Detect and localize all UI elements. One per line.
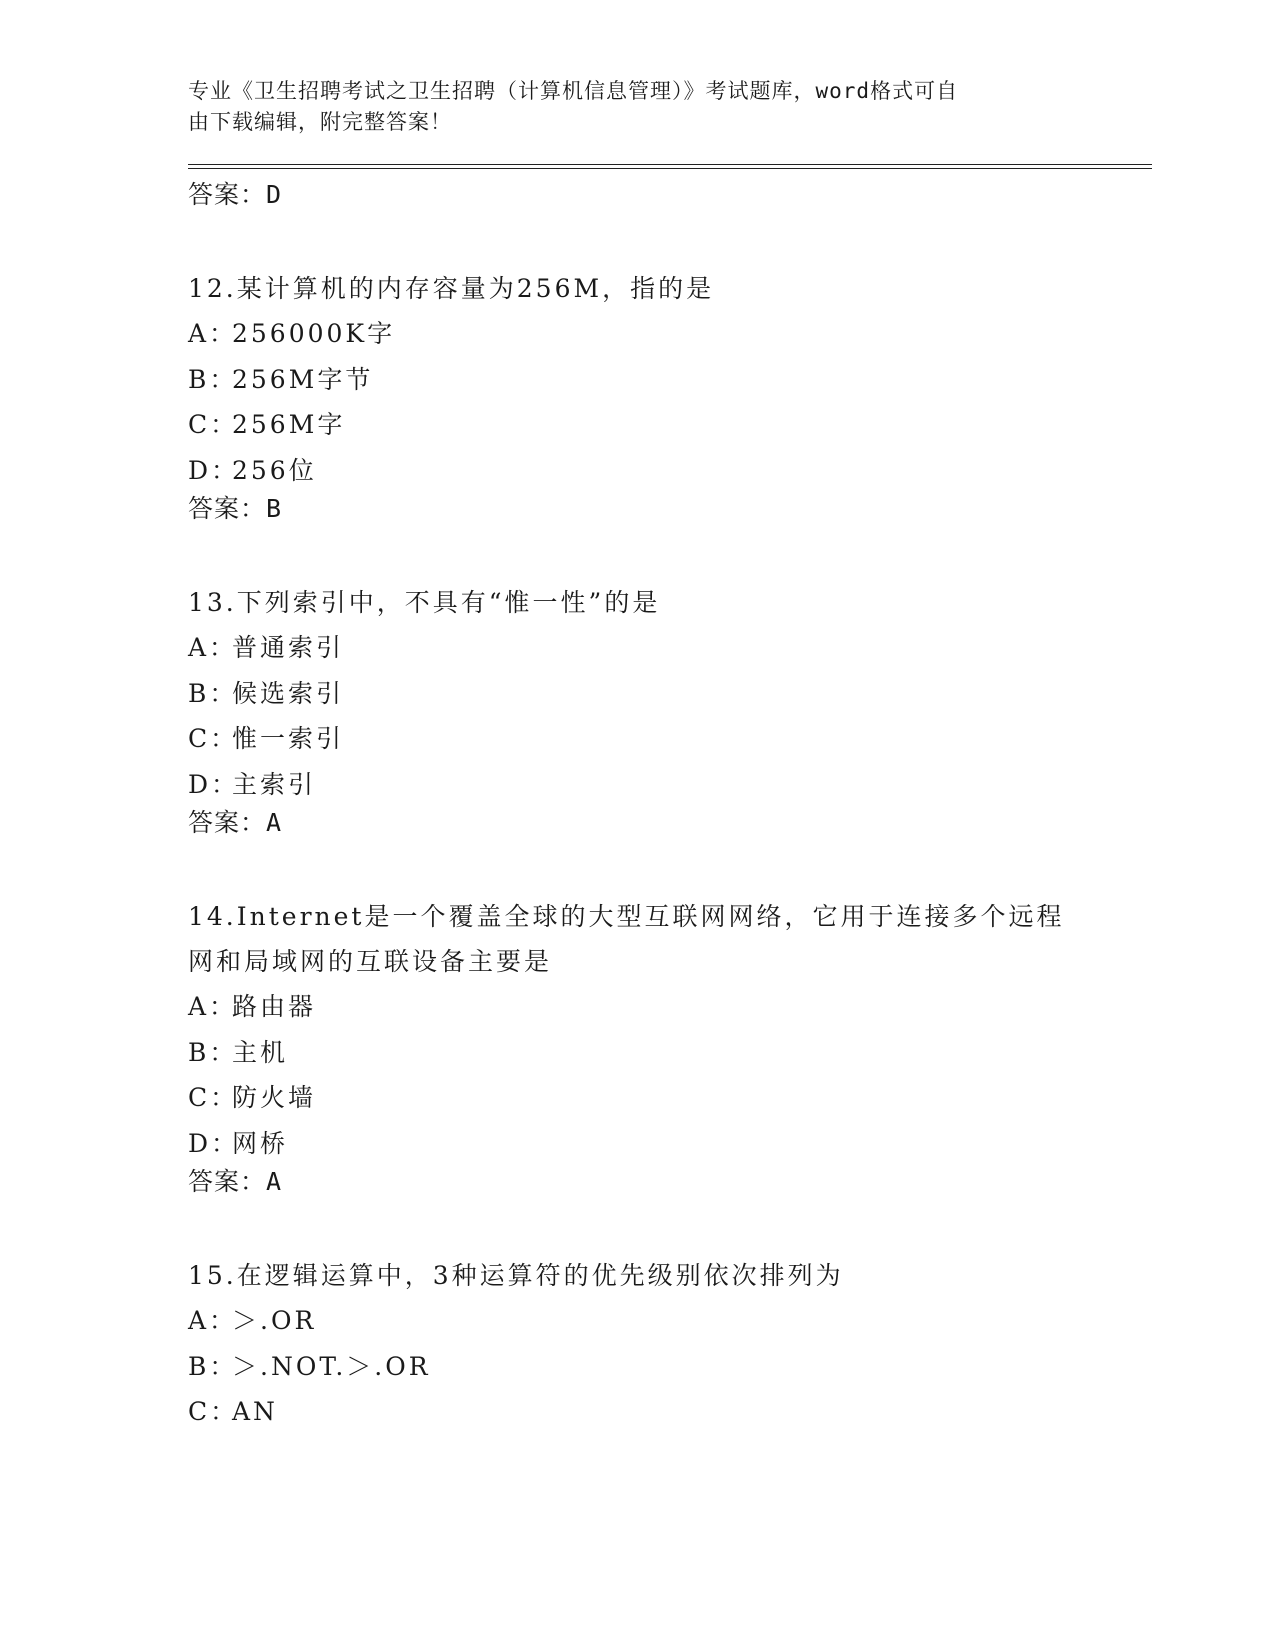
option-text: 路由器 bbox=[232, 992, 317, 1021]
question-block bbox=[188, 266, 1148, 525]
option-text: ＞.NOT.＞.OR bbox=[232, 1351, 431, 1381]
option-text: 普通索引 bbox=[232, 633, 345, 662]
answer-line: 答案：B bbox=[188, 494, 283, 523]
option-text: 防火墙 bbox=[232, 1083, 317, 1112]
answer-line: 答案：A bbox=[188, 1167, 283, 1196]
option-key: A： bbox=[188, 992, 238, 1021]
option-text: ＞.OR bbox=[232, 1306, 317, 1335]
option-key: B： bbox=[188, 364, 238, 394]
option-row bbox=[188, 762, 1148, 808]
option-key: B： bbox=[188, 678, 238, 708]
document-header bbox=[188, 76, 1068, 138]
option-key: B： bbox=[188, 1037, 238, 1067]
option-row bbox=[188, 357, 1148, 403]
question-block bbox=[188, 1253, 1148, 1435]
option-text: 惟一索引 bbox=[232, 724, 345, 753]
option-row bbox=[188, 625, 1148, 671]
option-key: A： bbox=[188, 319, 238, 348]
question-stem: 13.下列索引中，不具有“惟一性”的是 bbox=[188, 588, 661, 617]
option-row bbox=[188, 1344, 1148, 1390]
option-text: 256M字节 bbox=[232, 364, 374, 394]
option-row bbox=[188, 1030, 1148, 1076]
option-text: 候选索引 bbox=[232, 678, 345, 708]
option-row bbox=[188, 671, 1148, 717]
option-key: D： bbox=[188, 1128, 240, 1158]
question-stem: 12.某计算机的内存容量为256M，指的是 bbox=[188, 274, 715, 303]
option-text: 256M字 bbox=[232, 410, 346, 439]
header-line-2: 由下载编辑，附完整答案！ bbox=[188, 110, 452, 134]
document-page bbox=[188, 0, 1148, 1435]
option-key: C： bbox=[188, 724, 239, 753]
option-row bbox=[188, 1298, 1148, 1344]
option-row bbox=[188, 984, 1148, 1030]
option-row bbox=[188, 311, 1148, 357]
header-line-1: 专业《卫生招聘考试之卫生招聘（计算机信息管理）》考试题库，word格式可自 bbox=[188, 79, 959, 103]
option-key: C： bbox=[188, 1083, 239, 1112]
option-text: AN bbox=[232, 1397, 278, 1426]
option-key: B： bbox=[188, 1351, 238, 1381]
question-list bbox=[188, 266, 1148, 1435]
option-key: A： bbox=[188, 1306, 238, 1335]
option-row bbox=[188, 1075, 1148, 1121]
option-text: 256位 bbox=[232, 455, 317, 485]
question-stem: 14.Internet是一个覆盖全球的大型互联网网络，它用于连接多个远程网和局域网的互联设备主要是 bbox=[188, 902, 1065, 976]
option-key: D： bbox=[188, 769, 240, 799]
header-divider bbox=[188, 164, 1152, 169]
option-row bbox=[188, 1389, 1148, 1435]
option-row bbox=[188, 402, 1148, 448]
answer-line: 答案：A bbox=[188, 808, 283, 837]
option-text: 主机 bbox=[232, 1037, 289, 1067]
option-key: D： bbox=[188, 455, 240, 485]
option-row bbox=[188, 716, 1148, 762]
option-row bbox=[188, 1121, 1148, 1167]
option-key: C： bbox=[188, 1397, 239, 1426]
option-text: 网桥 bbox=[232, 1128, 289, 1158]
answer-line: 答案：D bbox=[188, 180, 283, 209]
option-text: 256000K字 bbox=[232, 319, 396, 348]
option-text: 主索引 bbox=[232, 769, 317, 799]
question-stem: 15.在逻辑运算中，3种运算符的优先级别依次排列为 bbox=[188, 1261, 844, 1290]
option-key: C： bbox=[188, 410, 239, 439]
option-row bbox=[188, 448, 1148, 494]
question-block bbox=[188, 894, 1148, 1198]
option-key: A： bbox=[188, 633, 238, 662]
question-block bbox=[188, 580, 1148, 839]
